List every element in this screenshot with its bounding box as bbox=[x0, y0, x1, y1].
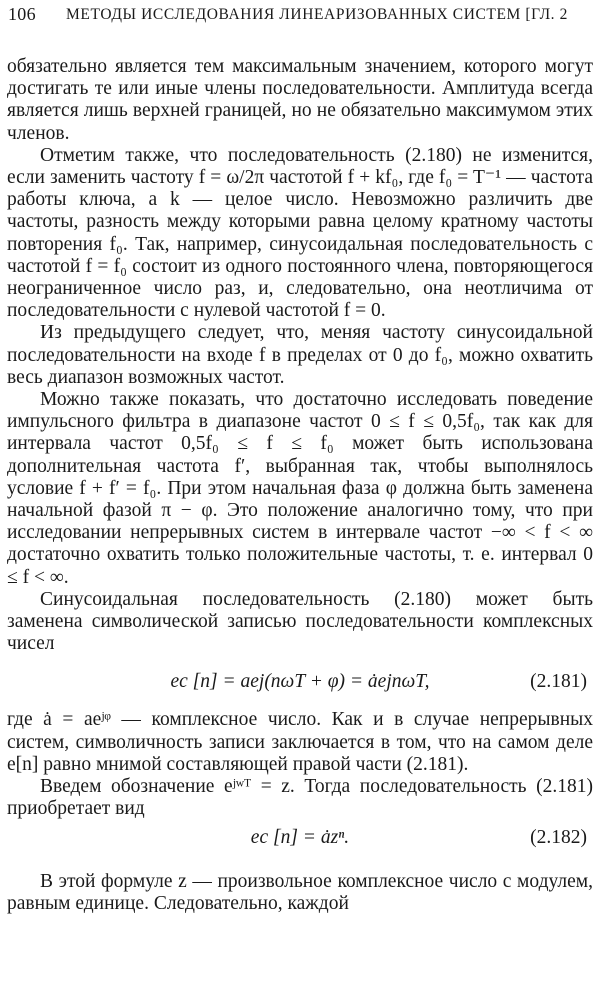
paragraph-3: Из предыдущего следует, что, меняя частоту синусоидальной последовательности на входе f в пределах от 0 до f₀, можно охватить весь диапазон возможных частот. bbox=[7, 322, 593, 388]
page-header bbox=[8, 2, 592, 30]
equation-2-181-formula: eс [n] = aej(nωT + φ) = ȧejnωT, bbox=[170, 671, 430, 693]
paragraph-5: Синусоидальная последовательность (2.180) может быть заменена символической записью последовательности комплексных чисел bbox=[7, 588, 593, 655]
equation-2-181 bbox=[7, 661, 593, 705]
paragraph-1: обязательно является тем максимальным значением, которого могут достигать те или иные члены последовательности. Амплитуда всегда является лишь верхней границей, но не обязательно максимумом этих членов. bbox=[7, 56, 593, 144]
paragraph-2: Отметим также, что последовательность (2.180) не изменится, если заменить частоту f = ω/2π частотой f + kf₀, где f₀ = T⁻¹ — частота работы ключа, а k — целое число. Невозможно различить две частоты, разность между которыми равна целому кратному частоты повторения f₀. Так, например, синусоидальная последовательность с частотой f = f₀ состоит из одного постоянного члена, повторяющегося неограниченное число раз, и, следовательно, она неотличима от последовательности с нулевой частотой f = 0. bbox=[7, 144, 593, 322]
equation-2-182-formula: eс [n] = ȧzⁿ. bbox=[250, 826, 350, 848]
equation-2-182 bbox=[7, 823, 593, 863]
equation-2-182-number: (2.182) bbox=[530, 826, 587, 848]
page-number: 106 bbox=[8, 4, 36, 24]
page-body bbox=[7, 56, 593, 915]
paragraph-8: В этой формуле z — произвольное комплексное число с модулем, равным единице. Следовательно, каждой bbox=[7, 870, 593, 914]
running-title: МЕТОДЫ ИССЛЕДОВАНИЯ ЛИНЕАРИЗОВАННЫХ СИСТЕМ [ГЛ. 2 bbox=[66, 6, 568, 23]
paragraph-6: где ȧ = aeʲᵠ — комплексное число. Как и в случае непрерывных систем, символичность записи заключается в том, что на самом деле e[n] равно мнимой составляющей правой части (2.181). bbox=[7, 709, 593, 775]
paragraph-7: Введем обозначение eʲʷᵀ = z. Тогда последовательность (2.181) приобретает вид bbox=[7, 776, 593, 820]
equation-2-181-number: (2.181) bbox=[530, 671, 587, 693]
paragraph-4: Можно также показать, что достаточно исследовать поведение импульсного фильтра в диапазоне частот 0 ≤ f ≤ 0,5f₀, так как для интервала частот 0,5f₀ ≤ f ≤ f₀ может быть использована дополнительная частота f′, выбранная так, чтобы выполнялось условие f + f′ = f₀. При этом начальная фаза φ должна быть заменена начальной фазой π − φ. Это положение аналогично тому, что при исследовании непрерывных систем в интервале частот −∞ < f < ∞ достаточно охватить только положительные частоты, т. е. интервал 0 ≤ f < ∞. bbox=[7, 389, 593, 588]
